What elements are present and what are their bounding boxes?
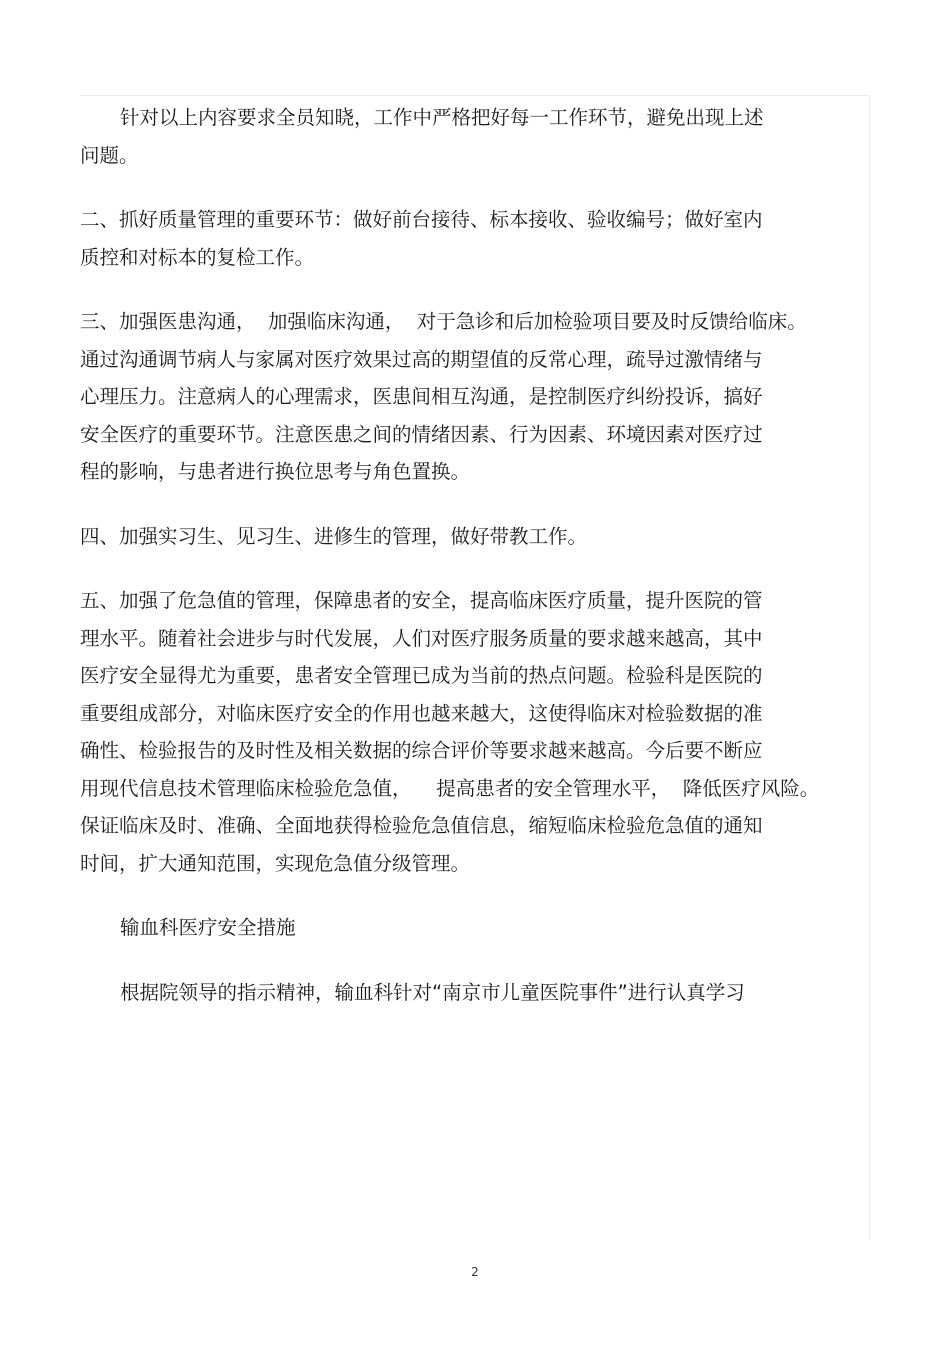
text-line: 医疗安全显得尤为重要，患者安全管理已成为当前的热点问题。检验科是医院的 xyxy=(80,664,763,687)
text-line: 质控和对标本的复检工作。 xyxy=(80,245,315,269)
text-line: 问题。 xyxy=(80,143,139,167)
text-line: 重要组成部分，对临床医疗安全的作用也越来越大，这使得临床对检验数据的准 xyxy=(80,701,763,725)
paragraph-intro xyxy=(80,99,855,174)
text-line: 心理压力。注意病人的心理需求，医患间相互沟通，是控制医疗纠纷投诉，搞好 xyxy=(80,385,763,408)
text-line: 理水平。随着社会进步与时代发展，人们对医疗服务质量的要求越来越高，其中 xyxy=(80,626,763,650)
document-body xyxy=(80,99,855,1038)
page-border-top xyxy=(80,95,870,96)
page-number: 2 xyxy=(471,1265,479,1279)
section-heading-transfusion xyxy=(80,909,855,947)
text-line: 用现代信息技术管理临床检验危急值， 提高患者的安全管理水平， 降低医疗风险。 xyxy=(80,776,820,800)
paragraph-section-5 xyxy=(80,582,855,882)
paragraph-section-3 xyxy=(80,303,855,491)
text-line: 二、抓好质量管理的重要环节：做好前台接待、标本接收、验收编号；做好室内 xyxy=(80,208,763,231)
text-line: 输血科医疗安全措施 xyxy=(120,916,296,939)
text-line: 安全医疗的重要环节。注意医患之间的情绪因素、行为因素、环境因素对医疗过 xyxy=(80,422,763,446)
text-line: 程的影响，与患者进行换位思考与角色置换。 xyxy=(80,460,471,483)
text-line: 五、加强了危急值的管理，保障患者的安全，提高临床医疗质量，提升医院的管 xyxy=(80,589,763,612)
text-line: 保证临床及时、准确、全面地获得检验危急值信息，缩短临床检验危急值的通知 xyxy=(80,814,763,837)
paragraph-section-2 xyxy=(80,201,855,276)
page-border-right xyxy=(869,95,870,1240)
text-line: 通过沟通调节病人与家属对医疗效果过高的期望值的反常心理，疏导过激情绪与 xyxy=(80,347,763,371)
paragraph-section-4 xyxy=(80,518,855,556)
text-line: 时间，扩大通知范围，实现危急值分级管理。 xyxy=(80,851,471,875)
text-line: 四、加强实习生、见习生、进修生的管理，做好带教工作。 xyxy=(80,524,588,548)
text-line: 确性、检验报告的及时性及相关数据的综合评价等要求越来越高。今后要不断应 xyxy=(80,739,763,762)
text-line: 三、加强医患沟通， 加强临床沟通， 对于急诊和后加检验项目要及时反馈给临床。 xyxy=(80,310,807,333)
paragraph-transfusion-intro xyxy=(80,974,855,1012)
text-line: 针对以上内容要求全员知晓，工作中严格把好每一工作环节，避免出现上述 xyxy=(120,106,764,129)
text-line: 根据院领导的指示精神，输血科针对“南京市儿童医院事件”进行认真学习 xyxy=(120,980,745,1004)
